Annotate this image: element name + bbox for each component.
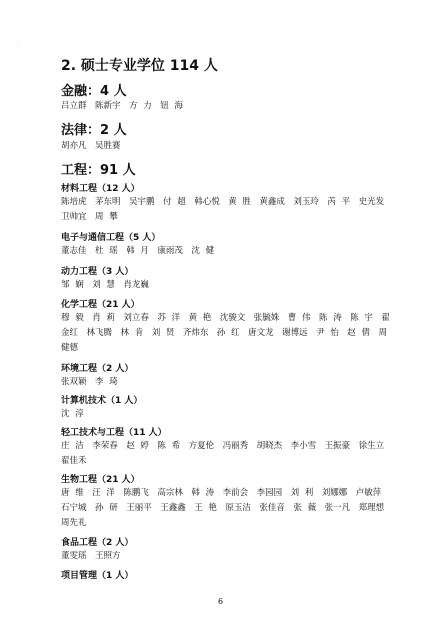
sub-food-title: 食品工程（2 人）	[61, 538, 134, 548]
env-names: 张双颖 李 琦	[61, 377, 118, 387]
sub-cs-title: 计算机技术（1 人）	[61, 396, 143, 406]
bio-names: 唐 维 汪 洋 陈鹏飞 高宗林 韩 涛 李前会 李园园 刘 利 刘娜娜 卢敏萍 石宁城 孙 研 王丽平 王鑫鑫 王 艳 原玉洁 张佳音 张 薇 张一凡 郑理想 周先礼	[61, 488, 393, 528]
law-names: 胡亦凡 吴胜赛	[61, 141, 121, 151]
power-names: 邹 娴 刘 慧 肖龙巍	[61, 280, 149, 290]
finance-names: 吕立群 陈新宇 方 力 钮 海	[61, 101, 183, 111]
sub-materials-title: 材料工程（12 人）	[61, 184, 140, 194]
section-finance-title: 金融：4 人	[61, 84, 127, 99]
sub-env-title: 环境工程（2 人）	[61, 364, 134, 374]
sub-power-title: 动力工程（3 人）	[61, 267, 134, 277]
sub-chem-title: 化学工程（21 人）	[61, 300, 140, 310]
sub-ece-title: 电子与通信工程（5 人）	[61, 233, 161, 243]
page-number: 6	[217, 597, 224, 606]
sub-bio-title: 生物工程（21 人）	[61, 475, 140, 485]
light-names: 庄 洁 李荣春 赵 婷 陈 希 方夏伦 冯丽秀 胡晓杰 李小雪 王振豪 徐生立 翟佳禾	[61, 441, 393, 466]
section-law-title: 法律：2 人	[61, 123, 127, 138]
page-heading: 2. 硕士专业学位 114 人	[61, 58, 218, 74]
cs-names: 沈 淳	[61, 409, 84, 419]
food-names: 董雯瑶 王照方	[61, 551, 121, 561]
sub-pm-title: 项目管理（1 人）	[61, 571, 134, 581]
materials-names: 陈培虎 茅东明 吴宇鹏 付 超 韩心悦 黄 胜 黄鑫成 刘玉玲 芮 平 史光发 卫帅宜 周 攀	[61, 197, 393, 222]
scan-mark: '	[17, 43, 19, 48]
chem-names: 穆 毅 肖 莉 刘立春 苏 洋 黄 艳 沈骏文 张毓姝 曹 伟 陈 涛 陈 宇 翟金红 林飞腾 林 肯 刘 贤 齐炜东 孙 红 唐文龙 谢博远 尹 怡 赵 倩 周健德	[61, 313, 390, 353]
section-engineering-title: 工程：91 人	[61, 163, 136, 178]
sub-light-title: 轻工技术与工程（11 人）	[61, 428, 167, 438]
ece-names: 董志佳 杜 瑶 韩 月 康雨茂 沈 健	[61, 246, 215, 256]
